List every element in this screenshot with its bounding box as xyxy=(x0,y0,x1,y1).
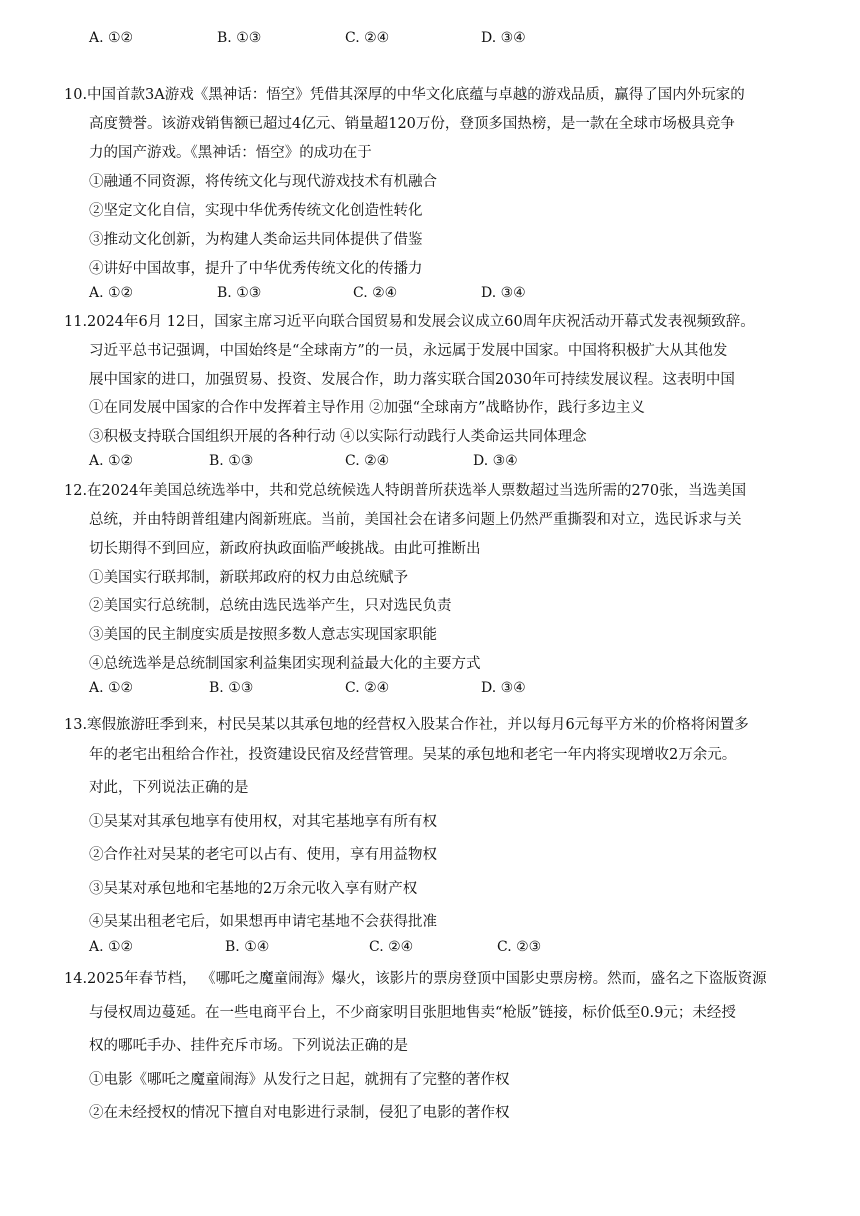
q11-stem-line-2: 习近平总书记强调，中国始终是“全球南方”的一员，永远属于发展中国家。中国将积极扩大从其他发 xyxy=(89,343,728,359)
q11-items-line-2: ③积极支持联合国组织开展的各种行动 ④以实际行动践行人类命运共同体理念 xyxy=(89,429,587,445)
q11-items-line-1: ①在同发展中国家的合作中发挥着主导作用 ②加强“全球南方”战略协作，践行多边主义 xyxy=(89,400,645,416)
q12-item-2: ②美国实行总统制，总统由选民选举产生，只对选民负责 xyxy=(89,598,452,614)
q13-option-a: A. ①② xyxy=(89,939,134,955)
q13-option-c: C. ②④ xyxy=(369,939,414,955)
q14-stem-line-3: 权的哪吒手办、挂件充斥市场。下列说法正确的是 xyxy=(89,1038,408,1054)
q11-option-b: B. ①③ xyxy=(209,453,254,469)
q9-option-b: B. ①③ xyxy=(217,30,262,46)
q9-option-a: A. ①② xyxy=(89,30,134,46)
q10-option-a: A. ①② xyxy=(89,285,134,301)
q13-stem-line-3: 对此，下列说法正确的是 xyxy=(89,780,249,796)
q12-option-c: C. ②④ xyxy=(345,680,390,696)
q9-option-c: C. ②④ xyxy=(345,30,390,46)
q11-option-c: C. ②④ xyxy=(345,453,390,469)
q13-item-2: ②合作社对吴某的老宅可以占有、使用，享有用益物权 xyxy=(89,847,437,863)
q10-option-d: D. ③④ xyxy=(481,285,526,301)
q9-option-d: D. ③④ xyxy=(481,30,526,46)
q12-stem-line-1: 12.在2024年美国总统选举中，共和党总统候选人特朗普所获选举人票数超过当选所需的270张，当选美国 xyxy=(64,483,747,499)
q13-item-4: ④吴某出租老宅后，如果想再申请宅基地不会获得批准 xyxy=(89,914,437,930)
q13-stem-line-2: 年的老宅出租给合作社，投资建设民宿及经营管理。吴某的承包地和老宅一年内将实现增收2万余元。 xyxy=(89,747,737,763)
q10-option-c: C. ②④ xyxy=(353,285,398,301)
q11-option-a: A. ①② xyxy=(89,453,134,469)
q14-stem-line-2: 与侵权周边蔓延。在一些电商平台上，不少商家明目张胆地售卖“枪版”链接，标价低至0.9元；未经授 xyxy=(89,1005,736,1021)
q10-stem-line-3: 力的国产游戏。《黑神话：悟空》的成功在于 xyxy=(89,145,372,161)
q10-item-4: ④讲好中国故事，提升了中华优秀传统文化的传播力 xyxy=(89,261,423,277)
q12-item-3: ③美国的民主制度实质是按照多数人意志实现国家职能 xyxy=(89,627,437,643)
q11-option-d: D. ③④ xyxy=(473,453,518,469)
q14-item-1: ①电影《哪吒之魔童闹海》从发行之日起，就拥有了完整的著作权 xyxy=(89,1072,510,1088)
q12-option-b: B. ①③ xyxy=(209,680,254,696)
q12-item-4: ④总统选举是总统制国家利益集团实现利益最大化的主要方式 xyxy=(89,656,481,672)
q14-item-2: ②在未经授权的情况下擅自对电影进行录制，侵犯了电影的著作权 xyxy=(89,1105,510,1121)
q10-item-3: ③推动文化创新，为构建人类命运共同体提供了借鉴 xyxy=(89,232,423,248)
q12-option-a: A. ①② xyxy=(89,680,134,696)
q10-stem-line-1: 10.中国首款3A游戏《黑神话：悟空》凭借其深厚的中华文化底蕴与卓越的游戏品质，赢得了国内外玩家的 xyxy=(64,87,745,103)
q12-stem-line-2: 总统，并由特朗普组建内阁新班底。当前，美国社会在诸多问题上仍然严重撕裂和对立，选民诉求与关 xyxy=(89,512,742,528)
q11-stem-line-1: 11.2024年6月 12日，国家主席习近平向联合国贸易和发展会议成立60周年庆祝活动开幕式发表视频致辞。 xyxy=(64,314,755,330)
q10-option-b: B. ①③ xyxy=(217,285,262,301)
q12-item-1: ①美国实行联邦制，新联邦政府的权力由总统赋予 xyxy=(89,570,408,586)
q13-stem-line-1: 13.寒假旅游旺季到来，村民吴某以其承包地的经营权入股某合作社，并以每月6元每平方米的价格将闲置多 xyxy=(64,717,749,733)
q13-option-d: C. ②③ xyxy=(497,939,542,955)
q12-stem-line-3: 切长期得不到回应，新政府执政面临严峻挑战。由此可推断出 xyxy=(89,541,481,557)
q10-stem-line-2: 高度赞誉。该游戏销售额已超过4亿元、销量超120万份，登顶多国热榜，是一款在全球市场极具竞争 xyxy=(89,116,735,132)
q13-item-3: ③吴某对承包地和宅基地的2万余元收入享有财产权 xyxy=(89,881,418,897)
q14-stem-line-1: 14.2025年春节档， 《哪吒之魔童闹海》爆火，该影片的票房登顶中国影史票房榜。然而，盛名之下盗版资源 xyxy=(64,971,767,987)
q13-item-1: ①吴某对其承包地享有使用权，对其宅基地享有所有权 xyxy=(89,814,437,830)
q10-item-1: ①融通不同资源，将传统文化与现代游戏技术有机融合 xyxy=(89,174,437,190)
q11-stem-line-3: 展中国家的进口，加强贸易、投资、发展合作，助力落实联合国2030年可持续发展议程。这表明中国 xyxy=(89,372,735,388)
q13-option-b: B. ①④ xyxy=(225,939,270,955)
q12-option-d: D. ③④ xyxy=(481,680,526,696)
q10-item-2: ②坚定文化自信，实现中华优秀传统文化创造性转化 xyxy=(89,203,423,219)
